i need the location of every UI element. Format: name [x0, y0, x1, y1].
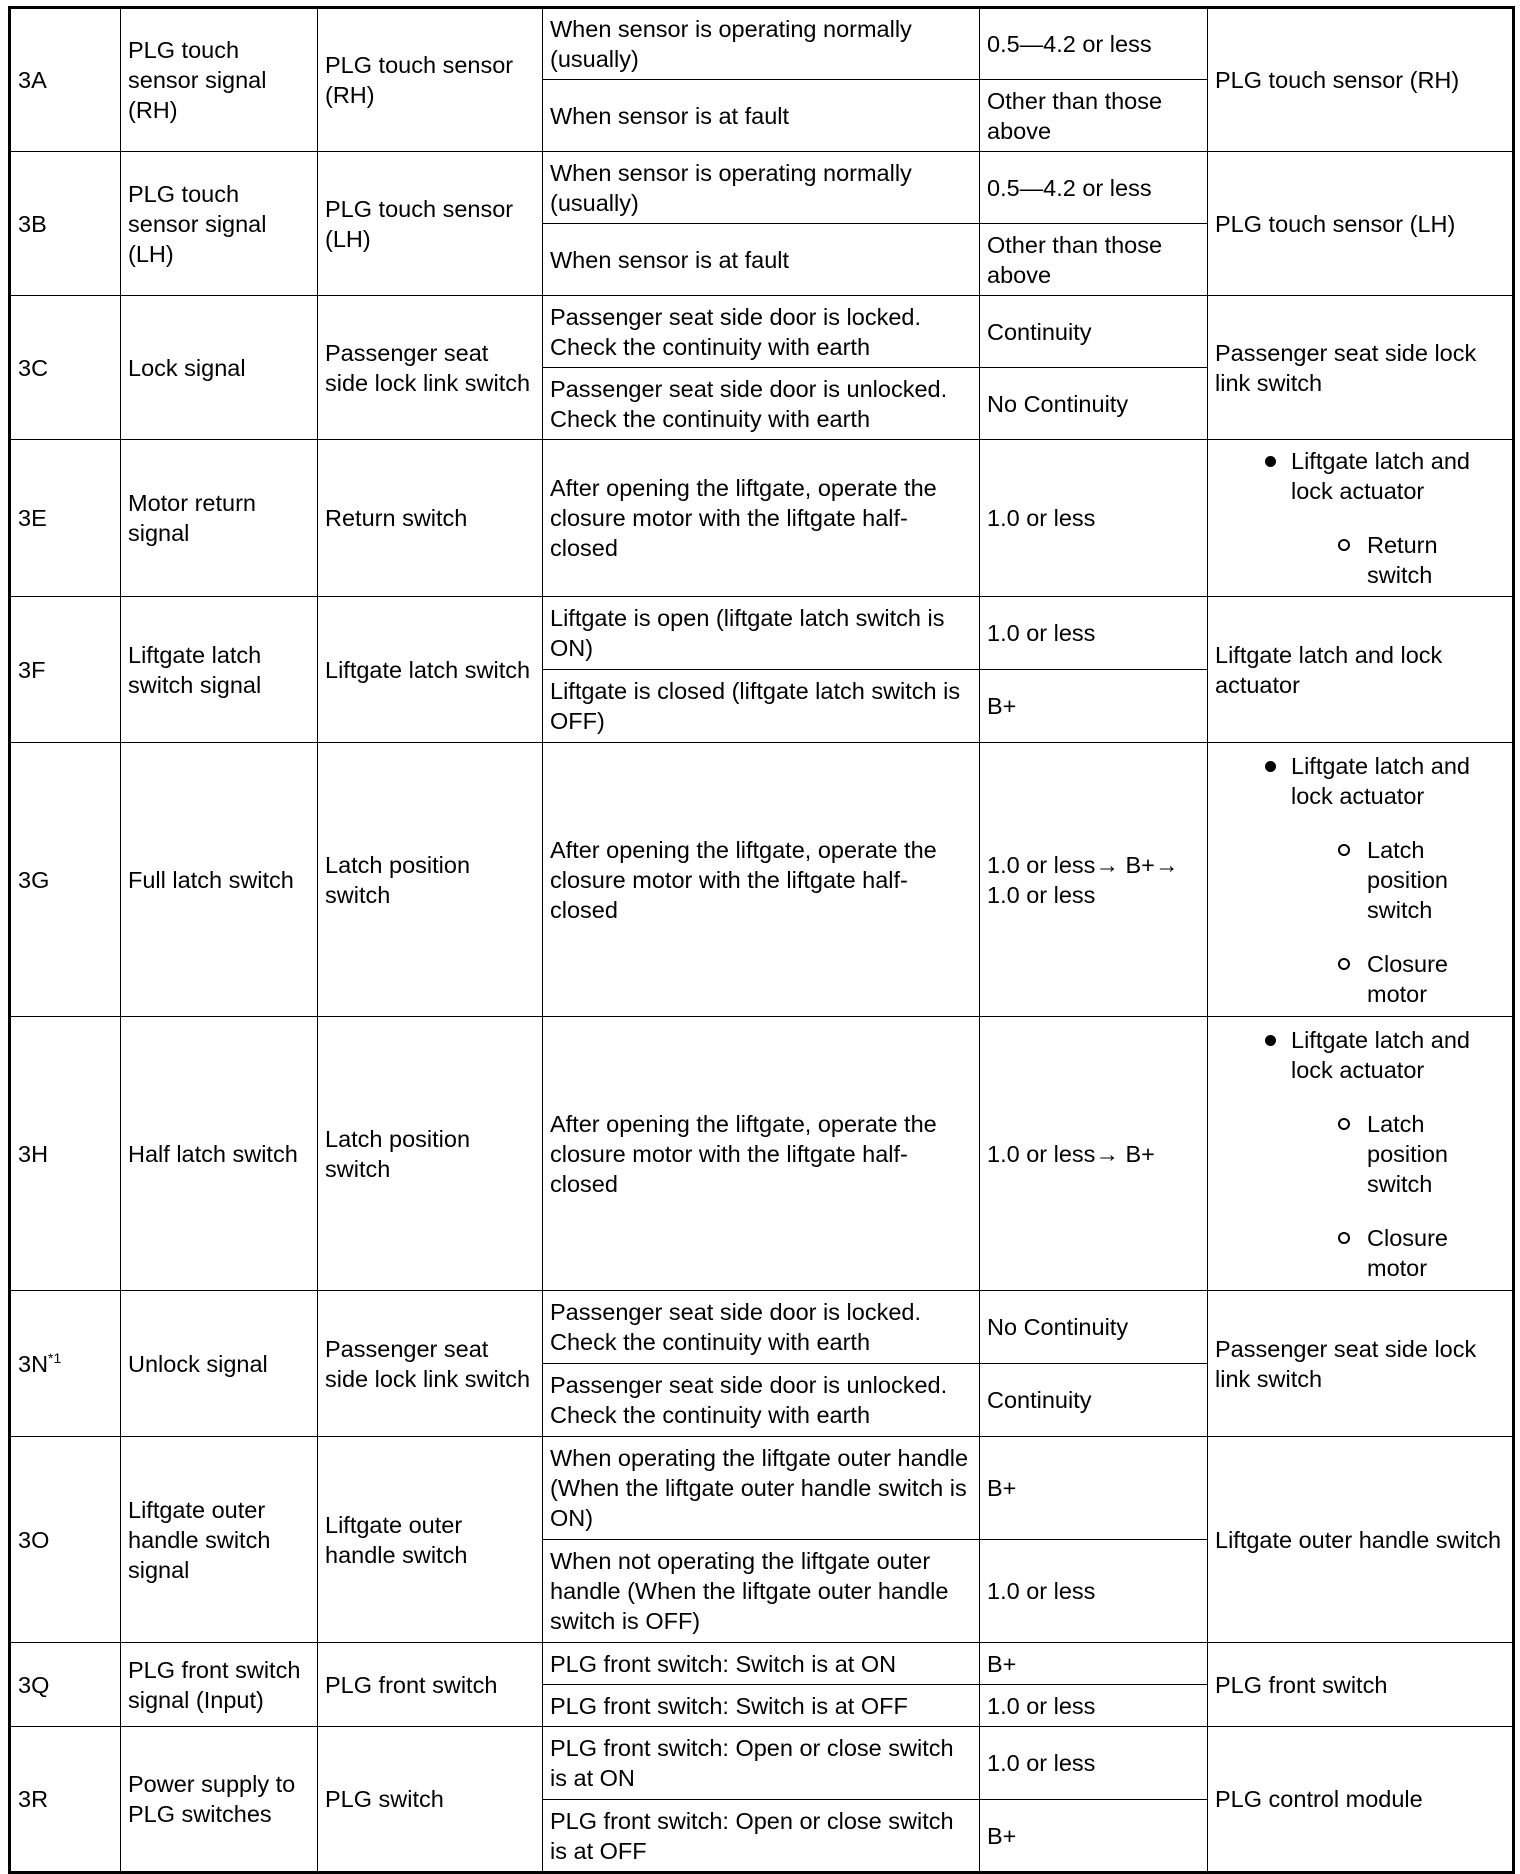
table-row — [10, 1017, 1514, 1291]
voltage-cell: B+ — [980, 1800, 1208, 1873]
voltage-cell: Continuity — [980, 296, 1208, 368]
condition-cell: When operating the liftgate outer handle (When the liftgate outer handle switch is ON) — [543, 1437, 980, 1540]
terminal-cell: 3C — [10, 296, 121, 440]
voltage-cell: B+ — [980, 1437, 1208, 1540]
table-row — [10, 1727, 1514, 1800]
condition-cell: Passenger seat side door is locked. Check the continuity with earth — [543, 1291, 980, 1364]
voltage-cell: B+ — [980, 670, 1208, 743]
connected-to-cell: Passenger seat side lock link switch — [318, 1291, 543, 1437]
terminal-voltage-table — [8, 6, 1515, 1874]
inspection-item-cell: Liftgate outer handle switch — [1208, 1437, 1514, 1643]
connected-to-cell: Latch position switch — [318, 743, 543, 1017]
condition-cell: Passenger seat side door is unlocked. Check the continuity with earth — [543, 368, 980, 440]
inspection-item-cell — [1208, 743, 1514, 1017]
voltage-cell: Other than those above — [980, 80, 1208, 152]
footnote-marker: *1 — [48, 1349, 62, 1366]
connected-to-cell: Liftgate outer handle switch — [318, 1437, 543, 1643]
condition-cell: When sensor is at fault — [543, 80, 980, 152]
voltage-cell: 1.0 or less→ B+→ 1.0 or less — [980, 743, 1208, 1017]
condition-cell: PLG front switch: Switch is at OFF — [543, 1685, 980, 1727]
signal-cell: PLG touch sensor signal (RH) — [121, 8, 318, 152]
condition-cell: After opening the liftgate, operate the closure motor with the liftgate half-closed — [543, 1017, 980, 1291]
voltage-cell: Continuity — [980, 1364, 1208, 1437]
voltage-cell: 1.0 or less — [980, 1540, 1208, 1643]
table-row — [10, 1437, 1514, 1540]
inspection-item-cell — [1208, 1017, 1514, 1291]
connected-to-cell: PLG switch — [318, 1727, 543, 1873]
connected-to-cell: PLG touch sensor (RH) — [318, 8, 543, 152]
table-row — [10, 597, 1514, 670]
terminal-cell: 3G — [10, 743, 121, 1017]
terminal-cell — [10, 1291, 121, 1437]
terminal-cell: 3F — [10, 597, 121, 743]
condition-cell: When sensor is operating normally (usually) — [543, 8, 980, 80]
signal-cell: Lock signal — [121, 296, 318, 440]
inspection-item-cell: PLG touch sensor (LH) — [1208, 152, 1514, 296]
signal-cell: Liftgate outer handle switch signal — [121, 1437, 318, 1643]
inspection-item-cell: PLG control module — [1208, 1727, 1514, 1873]
terminal-cell: 3E — [10, 440, 121, 597]
signal-cell: Half latch switch — [121, 1017, 318, 1291]
connected-to-cell: Latch position switch — [318, 1017, 543, 1291]
condition-cell: After opening the liftgate, operate the closure motor with the liftgate half-closed — [543, 440, 980, 597]
voltage-cell: 1.0 or less — [980, 1685, 1208, 1727]
inspection-item-cell: Passenger seat side lock link switch — [1208, 1291, 1514, 1437]
inspection-component — [1215, 751, 1505, 1009]
voltage-cell: 0.5—4.2 or less — [980, 152, 1208, 224]
condition-cell: Liftgate is closed (liftgate latch switch is OFF) — [543, 670, 980, 743]
signal-cell: Power supply to PLG switches — [121, 1727, 318, 1873]
inspection-sublist — [1291, 835, 1505, 1009]
inspection-sublist — [1291, 1109, 1505, 1283]
inspection-list — [1215, 1025, 1505, 1283]
condition-cell: PLG front switch: Open or close switch is at OFF — [543, 1800, 980, 1873]
table-row — [10, 440, 1514, 597]
condition-cell: Liftgate is open (liftgate latch switch is ON) — [543, 597, 980, 670]
table-row — [10, 1291, 1514, 1364]
connected-to-cell: Liftgate latch switch — [318, 597, 543, 743]
terminal-cell: 3R — [10, 1727, 121, 1873]
terminal-cell: 3A — [10, 8, 121, 152]
inspection-sublist — [1291, 530, 1505, 590]
signal-cell: PLG touch sensor signal (LH) — [121, 152, 318, 296]
condition-cell: After opening the liftgate, operate the closure motor with the liftgate half-closed — [543, 743, 980, 1017]
terminal-cell: 3O — [10, 1437, 121, 1643]
inspection-component — [1215, 1025, 1505, 1283]
inspection-subcomponent: Latch position switch — [1291, 835, 1505, 925]
voltage-cell: 0.5—4.2 or less — [980, 8, 1208, 80]
inspection-item-cell: Passenger seat side lock link switch — [1208, 296, 1514, 440]
voltage-cell: Other than those above — [980, 224, 1208, 296]
condition-cell: When not operating the liftgate outer handle (When the liftgate outer handle switch is OFF) — [543, 1540, 980, 1643]
voltage-cell: B+ — [980, 1643, 1208, 1685]
signal-cell: PLG front switch signal (Input) — [121, 1643, 318, 1727]
signal-cell: Motor return signal — [121, 440, 318, 597]
voltage-cell: 1.0 or less — [980, 597, 1208, 670]
table-row — [10, 296, 1514, 368]
connected-to-cell: PLG touch sensor (LH) — [318, 152, 543, 296]
inspection-item-cell — [1208, 440, 1514, 597]
inspection-item-cell: PLG touch sensor (RH) — [1208, 8, 1514, 152]
voltage-cell: 1.0 or less — [980, 440, 1208, 597]
condition-cell: When sensor is operating normally (usually) — [543, 152, 980, 224]
terminal-cell: 3Q — [10, 1643, 121, 1727]
voltage-cell: 1.0 or less→ B+ — [980, 1017, 1208, 1291]
condition-cell: PLG front switch: Switch is at ON — [543, 1643, 980, 1685]
table-row — [10, 743, 1514, 1017]
inspection-subcomponent: Latch position switch — [1291, 1109, 1505, 1199]
terminal-id: 3N — [18, 1350, 49, 1377]
connected-to-cell: Return switch — [318, 440, 543, 597]
voltage-cell: No Continuity — [980, 368, 1208, 440]
inspection-component-label: Liftgate latch and lock actuator — [1291, 752, 1470, 809]
signal-cell: Unlock signal — [121, 1291, 318, 1437]
condition-cell: Passenger seat side door is locked. Check the continuity with earth — [543, 296, 980, 368]
inspection-component-label: Liftgate latch and lock actuator — [1291, 448, 1470, 504]
connected-to-cell: Passenger seat side lock link switch — [318, 296, 543, 440]
condition-cell: PLG front switch: Open or close switch is at ON — [543, 1727, 980, 1800]
inspection-list — [1215, 751, 1505, 1009]
connected-to-cell: PLG front switch — [318, 1643, 543, 1727]
inspection-subcomponent: Closure motor — [1291, 949, 1505, 1009]
voltage-cell: 1.0 or less — [980, 1727, 1208, 1800]
table-row — [10, 1643, 1514, 1685]
condition-cell: Passenger seat side door is unlocked. Check the continuity with earth — [543, 1364, 980, 1437]
voltage-cell: No Continuity — [980, 1291, 1208, 1364]
inspection-component — [1215, 446, 1505, 590]
signal-cell: Full latch switch — [121, 743, 318, 1017]
table-row — [10, 152, 1514, 224]
inspection-item-cell: Liftgate latch and lock actuator — [1208, 597, 1514, 743]
inspection-subcomponent: Return switch — [1291, 530, 1505, 590]
inspection-subcomponent: Closure motor — [1291, 1223, 1505, 1283]
condition-cell: When sensor is at fault — [543, 224, 980, 296]
table-row — [10, 8, 1514, 80]
terminal-cell: 3H — [10, 1017, 121, 1291]
inspection-component-label: Liftgate latch and lock actuator — [1291, 1026, 1470, 1083]
inspection-item-cell: PLG front switch — [1208, 1643, 1514, 1727]
terminal-cell: 3B — [10, 152, 121, 296]
signal-cell: Liftgate latch switch signal — [121, 597, 318, 743]
inspection-list — [1215, 446, 1505, 590]
